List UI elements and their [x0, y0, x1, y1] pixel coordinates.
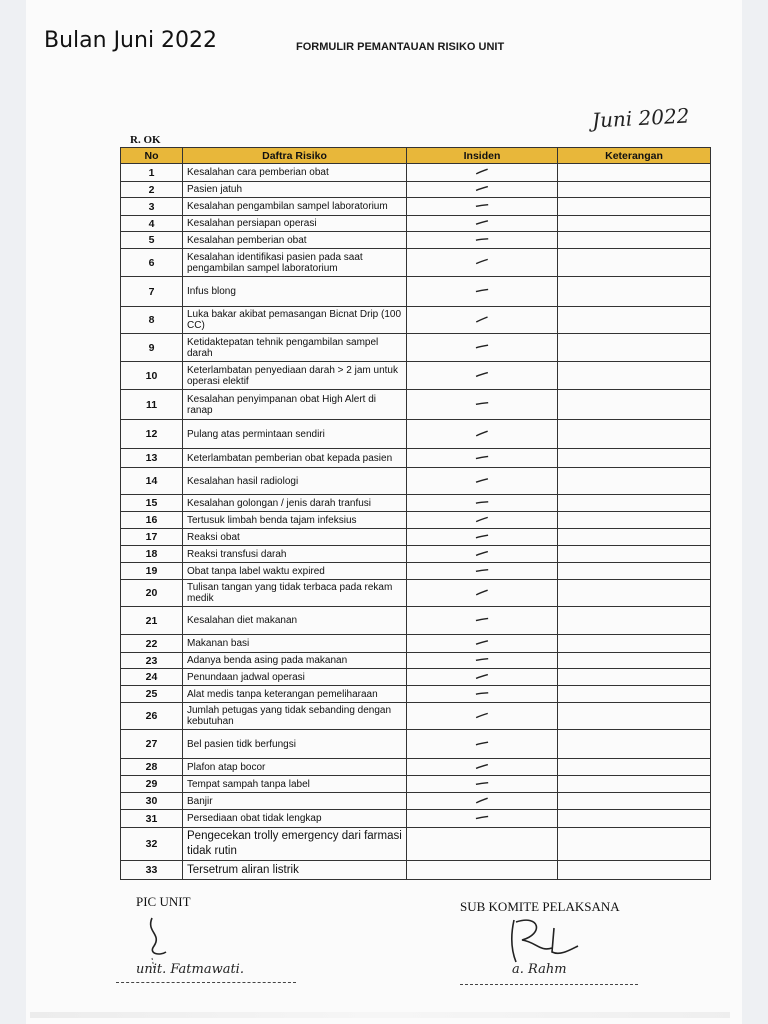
notes-cell: [558, 334, 711, 362]
notes-cell: [558, 164, 711, 182]
row-number: 32: [121, 828, 183, 861]
table-row: [121, 529, 711, 546]
row-number: 12: [121, 420, 183, 449]
incident-cell: [407, 730, 558, 759]
notes-cell: [558, 468, 711, 495]
notes-cell: [558, 635, 711, 653]
notes-cell: [558, 828, 711, 861]
column-header-risk: Daftra Risiko: [183, 148, 407, 164]
row-number: 13: [121, 449, 183, 468]
row-number: 26: [121, 703, 183, 730]
notes-cell: [558, 669, 711, 686]
risk-description: Adanya benda asing pada makanan: [183, 653, 407, 669]
table-row: [121, 390, 711, 420]
check-mark-icon: [475, 236, 490, 244]
risk-description: Pengecekan trolly emergency dari farmasi tidak rutin: [183, 828, 407, 861]
check-mark-icon: [475, 477, 489, 483]
table-row: [121, 793, 711, 810]
table-row: [121, 653, 711, 669]
notes-cell: [558, 362, 711, 390]
risk-description: Tertusuk limbah benda tajam infeksius: [183, 512, 407, 529]
table-row: [121, 861, 711, 880]
incident-cell: [407, 334, 558, 362]
check-mark-icon: [475, 815, 489, 822]
notes-cell: [558, 529, 711, 546]
table-row: [121, 182, 711, 198]
incident-cell: [407, 607, 558, 635]
notes-cell: [558, 730, 711, 759]
table-row: [121, 249, 711, 277]
notes-cell: [558, 686, 711, 703]
table-row: [121, 828, 711, 861]
incident-cell: [407, 861, 558, 880]
notes-cell: [558, 307, 711, 334]
check-mark-icon: [475, 516, 490, 523]
risk-description: Plafon atap bocor: [183, 759, 407, 776]
risk-description: Bel pasien tidk berfungsi: [183, 730, 407, 759]
table-row: [121, 232, 711, 249]
row-number: 28: [121, 759, 183, 776]
handwritten-date: Juni 2022: [591, 103, 690, 133]
check-mark-icon: [475, 202, 490, 209]
notes-cell: [558, 703, 711, 730]
incident-cell: [407, 546, 558, 563]
table-row: [121, 810, 711, 828]
row-number: 19: [121, 563, 183, 580]
row-number: 15: [121, 495, 183, 512]
table-row: [121, 635, 711, 653]
check-mark-icon: [475, 499, 490, 507]
notes-cell: [558, 776, 711, 793]
risk-description: Pasien jatuh: [183, 182, 407, 198]
notes-cell: [558, 232, 711, 249]
risk-description: Kesalahan pemberian obat: [183, 232, 407, 249]
notes-cell: [558, 512, 711, 529]
incident-cell: [407, 449, 558, 468]
table-header-row: [121, 148, 711, 164]
incident-cell: [407, 828, 558, 861]
table-row: [121, 216, 711, 232]
notes-cell: [558, 759, 711, 776]
check-mark-icon: [475, 258, 490, 265]
incident-cell: [407, 563, 558, 580]
notes-cell: [558, 653, 711, 669]
check-mark-icon: [475, 640, 489, 646]
risk-description: Obat tanpa label waktu expired: [183, 563, 407, 580]
incident-cell: [407, 759, 558, 776]
notes-cell: [558, 216, 711, 232]
notes-cell: [558, 563, 711, 580]
incident-cell: [407, 249, 558, 277]
check-mark-icon: [475, 344, 489, 350]
row-number: 24: [121, 669, 183, 686]
risk-description: Kesalahan identifikasi pasien pada saat pengambilan sampel laboratorium: [183, 249, 407, 277]
incident-cell: [407, 653, 558, 669]
column-header-incident: Insiden: [407, 148, 558, 164]
row-number: 4: [121, 216, 183, 232]
incident-cell: [407, 635, 558, 653]
incident-cell: [407, 232, 558, 249]
incident-cell: [407, 669, 558, 686]
row-number: 17: [121, 529, 183, 546]
row-number: 27: [121, 730, 183, 759]
table-row: [121, 468, 711, 495]
incident-cell: [407, 686, 558, 703]
table-row: [121, 730, 711, 759]
check-mark-icon: [475, 763, 489, 770]
risk-description: Reaksi obat: [183, 529, 407, 546]
check-mark-icon: [475, 315, 490, 323]
incident-cell: [407, 776, 558, 793]
risk-description: Kesalahan penyimpanan obat High Alert di ranap: [183, 390, 407, 420]
incident-cell: [407, 529, 558, 546]
check-mark-icon: [475, 550, 489, 557]
check-mark-icon: [475, 400, 490, 407]
sub-committee-label: SUB KOMITE PELAKSANA: [460, 899, 620, 914]
month-label: Bulan Juni 2022: [44, 28, 218, 53]
risk-description: Tempat sampah tanpa label: [183, 776, 407, 793]
notes-cell: [558, 198, 711, 216]
row-number: 3: [121, 198, 183, 216]
row-number: 20: [121, 580, 183, 607]
incident-cell: [407, 420, 558, 449]
column-header-no: No: [121, 148, 183, 164]
incident-cell: [407, 362, 558, 390]
risk-description: Makanan basi: [183, 635, 407, 653]
row-number: 1: [121, 164, 183, 182]
row-number: 29: [121, 776, 183, 793]
risk-description: Ketidaktepatan tehnik pengambilan sampel darah: [183, 334, 407, 362]
row-number: 6: [121, 249, 183, 277]
row-number: 2: [121, 182, 183, 198]
notes-cell: [558, 546, 711, 563]
incident-cell: [407, 580, 558, 607]
incident-cell: [407, 703, 558, 730]
check-mark-icon: [475, 186, 489, 193]
notes-cell: [558, 607, 711, 635]
risk-description: Keterlambatan penyediaan darah > 2 jam untuk operasi elektif: [183, 362, 407, 390]
check-mark-icon: [475, 372, 489, 379]
check-mark-icon: [475, 673, 489, 680]
row-number: 33: [121, 861, 183, 880]
check-mark-icon: [475, 589, 490, 597]
table-row: [121, 420, 711, 449]
check-mark-icon: [475, 168, 490, 176]
check-mark-icon: [475, 430, 490, 438]
table-row: [121, 449, 711, 468]
table-row: [121, 198, 711, 216]
table-row: [121, 362, 711, 390]
table-row: [121, 164, 711, 182]
risk-description: Penundaan jadwal operasi: [183, 669, 407, 686]
risk-description: Tulisan tangan yang tidak terbaca pada rekam medik: [183, 580, 407, 607]
form-title: FORMULIR PEMANTAUAN RISIKO UNIT: [296, 41, 505, 53]
risk-description: Kesalahan cara pemberian obat: [183, 164, 407, 182]
risk-description: Tersetrum aliran listrik: [183, 861, 407, 880]
check-mark-icon: [475, 454, 489, 461]
notes-cell: [558, 449, 711, 468]
right-signature-name: a. Rahm: [512, 962, 567, 977]
risk-description: Infus blong: [183, 277, 407, 307]
check-mark-icon: [475, 617, 489, 624]
table-row: [121, 495, 711, 512]
pic-unit-label: PIC UNIT: [136, 894, 191, 909]
incident-cell: [407, 512, 558, 529]
check-mark-icon: [475, 288, 489, 295]
risk-description: Kesalahan pengambilan sampel laboratorium: [183, 198, 407, 216]
notes-cell: [558, 420, 711, 449]
table-row: [121, 307, 711, 334]
notes-cell: [558, 495, 711, 512]
row-number: 30: [121, 793, 183, 810]
notes-cell: [558, 793, 711, 810]
risk-description: Pulang atas permintaan sendiri: [183, 420, 407, 449]
notes-cell: [558, 580, 711, 607]
notes-cell: [558, 249, 711, 277]
row-number: 31: [121, 810, 183, 828]
risk-description: Kesalahan persiapan operasi: [183, 216, 407, 232]
unit-label: R. OK: [130, 134, 161, 146]
table-row: [121, 686, 711, 703]
check-mark-icon: [475, 690, 490, 698]
row-number: 23: [121, 653, 183, 669]
check-mark-icon: [475, 780, 490, 787]
notes-cell: [558, 861, 711, 880]
row-number: 18: [121, 546, 183, 563]
left-signature-name: unit. Fatmawati.: [136, 962, 244, 977]
check-mark-icon: [475, 656, 490, 663]
row-number: 22: [121, 635, 183, 653]
incident-cell: [407, 390, 558, 420]
row-number: 10: [121, 362, 183, 390]
check-mark-icon: [475, 797, 490, 805]
column-header-notes: Keterangan: [558, 148, 711, 164]
right-signature-line: [460, 984, 638, 985]
right-signature-icon: [500, 912, 590, 968]
risk-description: Alat medis tanpa keterangan pemeliharaan: [183, 686, 407, 703]
table-row: [121, 580, 711, 607]
table-row: [121, 334, 711, 362]
check-mark-icon: [475, 220, 489, 226]
row-number: 7: [121, 277, 183, 307]
table-row: [121, 512, 711, 529]
incident-cell: [407, 495, 558, 512]
incident-cell: [407, 307, 558, 334]
row-number: 25: [121, 686, 183, 703]
risk-description: Banjir: [183, 793, 407, 810]
row-number: 5: [121, 232, 183, 249]
notes-cell: [558, 390, 711, 420]
incident-cell: [407, 198, 558, 216]
risk-description: Kesalahan diet makanan: [183, 607, 407, 635]
row-number: 16: [121, 512, 183, 529]
table-row: [121, 563, 711, 580]
row-number: 21: [121, 607, 183, 635]
left-signature-line: [116, 982, 296, 983]
incident-cell: [407, 182, 558, 198]
check-mark-icon: [475, 712, 490, 719]
risk-table-body: [121, 164, 711, 880]
row-number: 9: [121, 334, 183, 362]
risk-description: Kesalahan hasil radiologi: [183, 468, 407, 495]
scan-edge: [30, 1012, 730, 1018]
check-mark-icon: [475, 533, 489, 539]
row-number: 8: [121, 307, 183, 334]
risk-description: Luka bakar akibat pemasangan Bicnat Drip (100 CC): [183, 307, 407, 334]
notes-cell: [558, 182, 711, 198]
incident-cell: [407, 164, 558, 182]
table-row: [121, 759, 711, 776]
risk-description: Keterlambatan pemberian obat kepada pasien: [183, 449, 407, 468]
notes-cell: [558, 810, 711, 828]
notes-cell: [558, 277, 711, 307]
table-row: [121, 607, 711, 635]
row-number: 11: [121, 390, 183, 420]
incident-cell: [407, 216, 558, 232]
check-mark-icon: [475, 567, 490, 574]
risk-description: Kesalahan golongan / jenis darah tranfusi: [183, 495, 407, 512]
check-mark-icon: [475, 740, 489, 746]
risk-table: [120, 147, 711, 880]
risk-description: Reaksi transfusi darah: [183, 546, 407, 563]
incident-cell: [407, 810, 558, 828]
incident-cell: [407, 277, 558, 307]
risk-description: Jumlah petugas yang tidak sebanding dengan kebutuhan: [183, 703, 407, 730]
incident-cell: [407, 793, 558, 810]
table-row: [121, 669, 711, 686]
incident-cell: [407, 468, 558, 495]
table-row: [121, 703, 711, 730]
row-number: 14: [121, 468, 183, 495]
table-row: [121, 277, 711, 307]
risk-description: Persediaan obat tidak lengkap: [183, 810, 407, 828]
table-row: [121, 776, 711, 793]
table-row: [121, 546, 711, 563]
